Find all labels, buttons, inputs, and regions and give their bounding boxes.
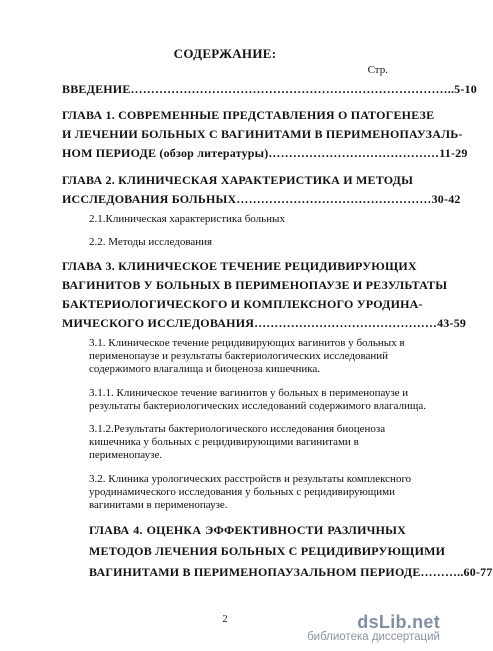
toc-chapter1-line3: НОМ ПЕРИОДЕ (обзор литературы)……………………………………11-29 [62,146,468,160]
toc-section-3-1-line3: содержимого влагалища и биоценоза кишечника. [89,363,321,375]
toc-section-3-2-line3: вагинитами в перименопаузе. [89,499,228,511]
toc-section-2-1: 2.1.Клиническая характеристика больных [89,213,285,225]
toc-intro: ВВЕДЕНИЕ……………………………………………………………………..5-10 [62,82,477,96]
toc-section-3-1-2-line3: перименопаузе. [89,449,163,461]
toc-chapter3-line3: БАКТЕРИОЛОГИЧЕСКОГО И КОМПЛЕКСНОГО УРОДИНА- [62,297,423,311]
toc-section-2-2: 2.2. Методы исследования [89,236,213,248]
toc-chapter3-line1: ГЛАВА 3. КЛИНИЧЕСКОЕ ТЕЧЕНИЕ РЕЦИДИВИРУЮЩИХ [62,259,417,273]
page-number: 2 [222,614,228,625]
toc-section-3-1-1-line2: результаты бактериологических исследований содержимого влагалища. [89,400,426,412]
watermark-logo: dsLib.net [357,612,440,632]
toc-chapter1-line1: ГЛАВА 1. СОВРЕМЕННЫЕ ПРЕДСТАВЛЕНИЯ О ПАТОГЕНЕЗЕ [62,108,435,122]
toc-chapter1-line2: И ЛЕЧЕНИИ БОЛЬНЫХ С ВАГИНИТАМИ В ПЕРИМЕНОПАУЗАЛЬ- [62,127,463,141]
toc-section-3-1-1-line1: 3.1.1. Клиническое течение вагинитов у больных в перименопаузе и [89,387,409,399]
toc-section-3-2-line1: 3.2. Клиника урологических расстройств и результаты комплексного [89,473,412,485]
toc-chapter3-line2: ВАГИНИТОВ У БОЛЬНЫХ В ПЕРИМЕНОПАУЗЕ И РЕЗУЛЬТАТЫ [62,278,448,292]
toc-section-3-2-line2: уродинамического исследования у больных с рецидивирующими [89,486,395,498]
toc-chapter3-line4: МИЧЕСКОГО ИССЛЕДОВАНИЯ………………………………………43-59 [62,316,467,330]
toc-chapter4-line2: МЕТОДОВ ЛЕЧЕНИЯ БОЛЬНЫХ С РЕЦИДИВИРУЮЩИМИ [89,544,446,558]
dslib-watermark [307,612,440,643]
toc-section-3-1-line1: 3.1. Клиническое течение рецидивирующих вагинитов у больных в [89,337,405,349]
toc-title: СОДЕРЖАНИЕ: [173,46,277,61]
toc-section-3-1-line2: перименопаузе и результаты бактериологических исследований [89,350,389,362]
toc-section-3-1-2-line1: 3.1.2.Результаты бактериологического исследования биоценоза [89,423,386,435]
toc-section-3-1-2-line2: кишечника у больных с рецидивирующими вагинитами в [89,436,359,448]
toc-chapter4-line1: ГЛАВА 4. ОЦЕНКА ЭФФЕКТИВНОСТИ РАЗЛИЧНЫХ [89,523,406,537]
toc-chapter4-line3: ВАГИНИТАМИ В ПЕРИМЕНОПАУЗАЛЬНОМ ПЕРИОДЕ………..60-77 [89,565,493,579]
watermark-subtitle: библиотека диссертаций [307,631,440,643]
page-column-label: Стр. [367,64,388,76]
toc-chapter2-line1: ГЛАВА 2. КЛИНИЧЕСКАЯ ХАРАКТЕРИСТИКА И МЕТОДЫ [62,173,414,187]
toc-chapter2-line2: ИССЛЕДОВАНИЯ БОЛЬНЫХ…………………………………………30-42 [62,192,461,206]
